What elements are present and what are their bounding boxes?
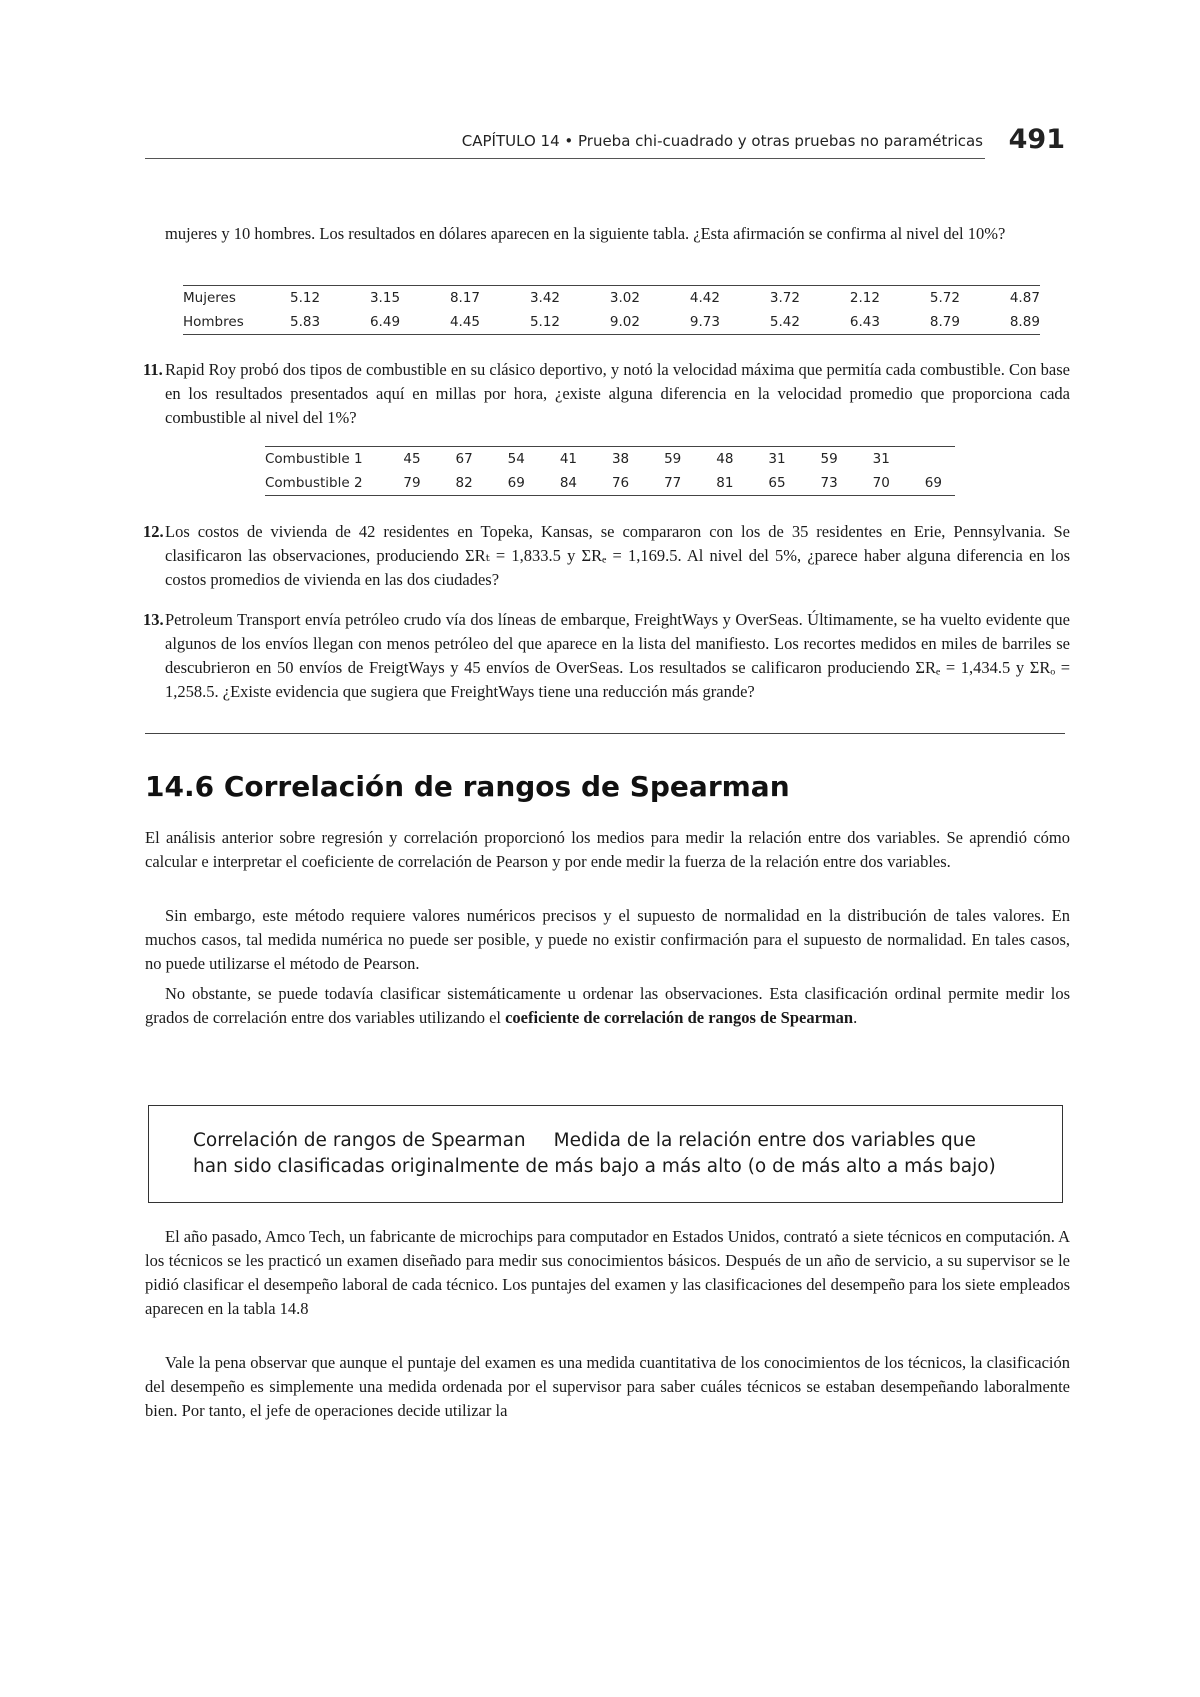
table-cell: 41 <box>560 447 612 472</box>
row-label: Hombres <box>183 310 290 335</box>
problem-number: 11. <box>143 360 163 379</box>
table-cell: 4.45 <box>450 310 530 335</box>
definition-text: Medida de la relación entre dos variables que han sido clasificadas originalmente de más bajo a más alto (o de más alto a más bajo) <box>193 1130 996 1177</box>
table-cell: 81 <box>716 471 768 496</box>
table-row <box>265 471 955 496</box>
header-rule <box>145 158 985 159</box>
table-cell: 48 <box>716 447 768 472</box>
table-cell: 8.79 <box>930 310 1010 335</box>
table-cell: 2.12 <box>850 286 930 311</box>
definition-term: Correlación de rangos de Spearman <box>193 1130 526 1151</box>
exercises-end-rule <box>145 733 1065 734</box>
table-row <box>183 310 1040 335</box>
problem-text: Rapid Roy probó dos tipos de combustible en su clásico deportivo, y notó la velocidad máxima que permitía cada combustible. Con base en los resultados presentados aquí en millas por hora, ¿existe alguna diferencia en la velocidad promedio que proporciona cada combustible al nivel del 1%? <box>165 360 1070 427</box>
table-cell: 5.42 <box>770 310 850 335</box>
table-cell: 45 <box>403 447 455 472</box>
table-cell: 5.83 <box>290 310 370 335</box>
problem-13 <box>143 608 1070 704</box>
table-cell: 31 <box>768 447 820 472</box>
table-cell: 6.43 <box>850 310 930 335</box>
page-number: 491 <box>1008 124 1065 155</box>
table-cell: 79 <box>403 471 455 496</box>
table-cell: 5.12 <box>290 286 370 311</box>
table-cell: 6.49 <box>370 310 450 335</box>
body-paragraph-5: Vale la pena observar que aunque el puntaje del examen es una medida cuantitativa de los conocimientos de los técnicos, la clasificación del desempeño es simplemente una medida ordenada por el supervisor para saber cuáles técnicos se estaban desempeñando laboralmente bien. Por tanto, el jefe de operaciones decide utilizar la <box>145 1353 1070 1420</box>
table-cell: 4.42 <box>690 286 770 311</box>
table-cell: 69 <box>508 471 560 496</box>
table-cell: 59 <box>664 447 716 472</box>
paragraph-end: . <box>853 1008 858 1027</box>
chapter-title: CAPÍTULO 14 • Prueba chi-cuadrado y otras pruebas no paramétricas <box>461 132 983 150</box>
table-cell: 3.15 <box>370 286 450 311</box>
table-cell: 73 <box>821 471 873 496</box>
table-cell: 70 <box>873 471 925 496</box>
problem-number: 13. <box>143 610 164 629</box>
body-paragraph-4: El año pasado, Amco Tech, un fabricante de microchips para computador en Estados Unidos, contrató a siete técnicos en computación. A los técnicos se les practicó un examen diseñado para medir sus conocimientos básicos. Después de un año de servicio, a su supervisor se le pidió clasificar el desempeño laboral de cada técnico. Los puntajes del examen y las clasificaciones del desempeño para los siete empleados aparecen en la tabla 14.8 <box>145 1227 1070 1318</box>
intro-paragraph: mujeres y 10 hombres. Los resultados en dólares aparecen en la siguiente tabla. ¿Esta afirmación se confirma al nivel del 10%? <box>165 224 1006 243</box>
section-paragraph-3 <box>145 982 1070 1030</box>
problem-12 <box>143 520 1070 592</box>
table-cell: 8.17 <box>450 286 530 311</box>
table-cell: 77 <box>664 471 716 496</box>
key-term: coeficiente de correlación de rangos de Spearman <box>505 1008 854 1027</box>
paragraph-text: No obstante, se puede todavía clasificar sistemáticamente u ordenar las observaciones. Esta clasificación ordinal permite medir los grados de correlación entre dos variables utilizando el <box>145 984 1070 1027</box>
table-row <box>183 286 1040 311</box>
row-label: Combustible 2 <box>265 471 403 496</box>
problem-11 <box>143 358 1070 430</box>
table-cell: 3.02 <box>610 286 690 311</box>
problem-text: Los costos de vivienda de 42 residentes en Topeka, Kansas, se compararon con los de 35 residentes en Erie, Pennsylvania. Se clasificaron las observaciones, produciendo ΣRₜ = 1,833.5 y ΣRₑ = 1,169.5. Al nivel del 5%, ¿parece haber alguna diferencia en los costos promedios de vivienda en las dos ciudades? <box>165 522 1070 589</box>
table-cell: 4.87 <box>1010 286 1040 311</box>
table-women-men <box>183 285 1040 335</box>
table-cell <box>925 447 955 472</box>
table-row <box>265 447 955 472</box>
table-cell: 67 <box>456 447 508 472</box>
definition-box <box>148 1105 1063 1203</box>
table-cell: 31 <box>873 447 925 472</box>
table-cell: 38 <box>612 447 664 472</box>
table-cell: 5.72 <box>930 286 1010 311</box>
running-header <box>145 124 1065 168</box>
table-cell: 3.72 <box>770 286 850 311</box>
section-paragraph-2: Sin embargo, este método requiere valores numéricos precisos y el supuesto de normalidad en la distribución de tales valores. En muchos casos, tal medida numérica no puede ser posible, y puede no existir confirmación para el supuesto de normalidad. En tales casos, no puede utilizarse el método de Pearson. <box>145 906 1070 973</box>
table-cell: 5.12 <box>530 310 610 335</box>
table-cell: 69 <box>925 471 955 496</box>
problem-text: Petroleum Transport envía petróleo crudo vía dos líneas de embarque, FreightWays y OverSeas. Últimamente, se ha vuelto evidente que algunos de los envíos llegan con menos petróleo del que aparece en la lista del manifiesto. Los recortes medidos en miles de barriles se descubrieron en 50 envíos de FreigtWays y 45 envíos de OverSeas. Los resultados se calificaron produciendo ΣRₑ = 1,434.5 y ΣRₒ = 1,258.5. ¿Existe evidencia que sugiera que FreightWays tiene una reducción más grande? <box>165 610 1070 701</box>
definition-content <box>193 1128 1013 1180</box>
section-title: 14.6 Correlación de rangos de Spearman <box>145 770 790 803</box>
problem-number: 12. <box>143 522 164 541</box>
table-cell: 8.89 <box>1010 310 1040 335</box>
table-cell: 9.73 <box>690 310 770 335</box>
table-cell: 54 <box>508 447 560 472</box>
table-cell: 76 <box>612 471 664 496</box>
table-cell: 84 <box>560 471 612 496</box>
row-label: Combustible 1 <box>265 447 403 472</box>
table-cell: 9.02 <box>610 310 690 335</box>
section-paragraph-1: El análisis anterior sobre regresión y correlación proporcionó los medios para medir la relación entre dos variables. Se aprendió cómo calcular e interpretar el coeficiente de correlación de Pearson y por ende medir la fuerza de la relación entre dos variables. <box>145 828 1070 871</box>
table-fuel <box>265 446 955 496</box>
table-cell: 59 <box>821 447 873 472</box>
table-cell: 3.42 <box>530 286 610 311</box>
table-cell: 65 <box>768 471 820 496</box>
table-cell: 82 <box>456 471 508 496</box>
row-label: Mujeres <box>183 286 290 311</box>
